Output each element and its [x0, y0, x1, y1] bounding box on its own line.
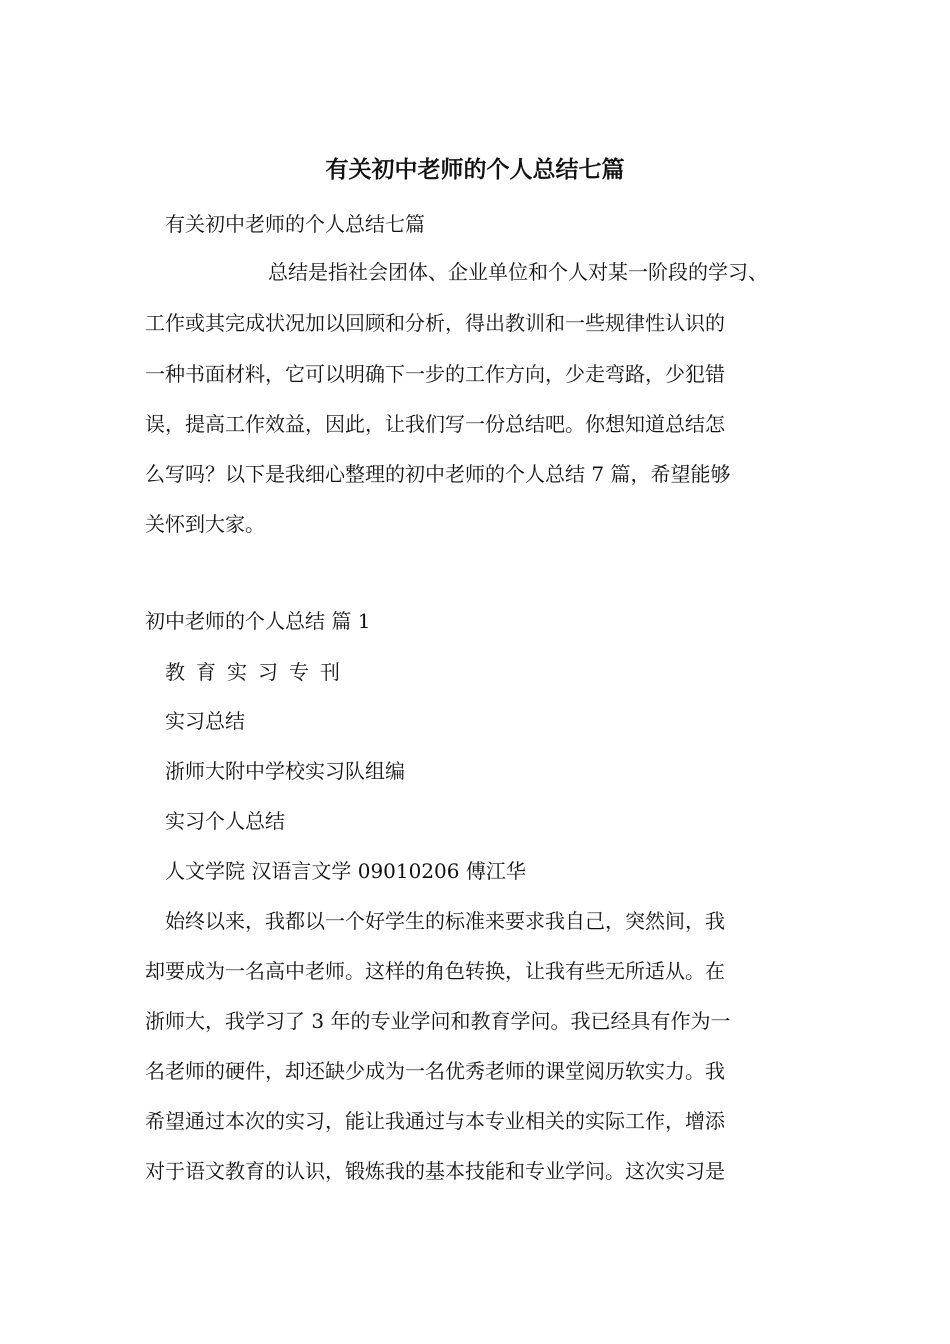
document-title: 有关初中老师的个人总结七篇 [325, 157, 625, 183]
body-line: 却要成为一名高中老师。这样的角色转换，让我有些无所适从。在 [145, 959, 725, 983]
intro-line: 总结是指社会团体、企业单位和个人对某一阶段的学习、 [268, 260, 768, 284]
intro-line: 么写吗？以下是我细心整理的初中老师的个人总结 7 篇，希望能够 [145, 462, 731, 486]
section-item: 实习个人总结 [165, 809, 285, 833]
section-item: 人文学院 汉语言文学 09010206 傅江华 [165, 859, 526, 883]
section-item: 实习总结 [165, 709, 245, 733]
intro-line: 工作或其完成状况加以回顾和分析，得出教训和一些规律性认识的 [145, 311, 725, 335]
body-line: 浙师大，我学习了 3 年的专业学问和教育学问。我已经具有作为一 [145, 1009, 731, 1033]
body-line: 对于语文教育的认识，锻炼我的基本技能和专业学问。这次实习是 [145, 1159, 725, 1183]
subtitle-line: 有关初中老师的个人总结七篇 [165, 212, 425, 236]
intro-line: 误，提高工作效益，因此，让我们写一份总结吧。你想知道总结怎 [145, 412, 725, 436]
intro-line: 一种书面材料，它可以明确下一步的工作方向，少走弯路，少犯错 [145, 362, 725, 386]
body-line: 始终以来，我都以一个好学生的标准来要求我自己，突然间，我 [165, 909, 725, 933]
body-line: 名老师的硬件，却还缺少成为一名优秀老师的课堂阅历软实力。我 [145, 1059, 725, 1083]
section-item: 教育实习专刊 [165, 660, 351, 684]
body-line: 希望通过本次的实习，能让我通过与本专业相关的实际工作，增添 [145, 1109, 725, 1133]
section-item: 浙师大附中学校实习队组编 [165, 759, 405, 783]
section-heading: 初中老师的个人总结 篇 1 [145, 609, 371, 633]
intro-line: 关怀到大家。 [145, 512, 265, 536]
